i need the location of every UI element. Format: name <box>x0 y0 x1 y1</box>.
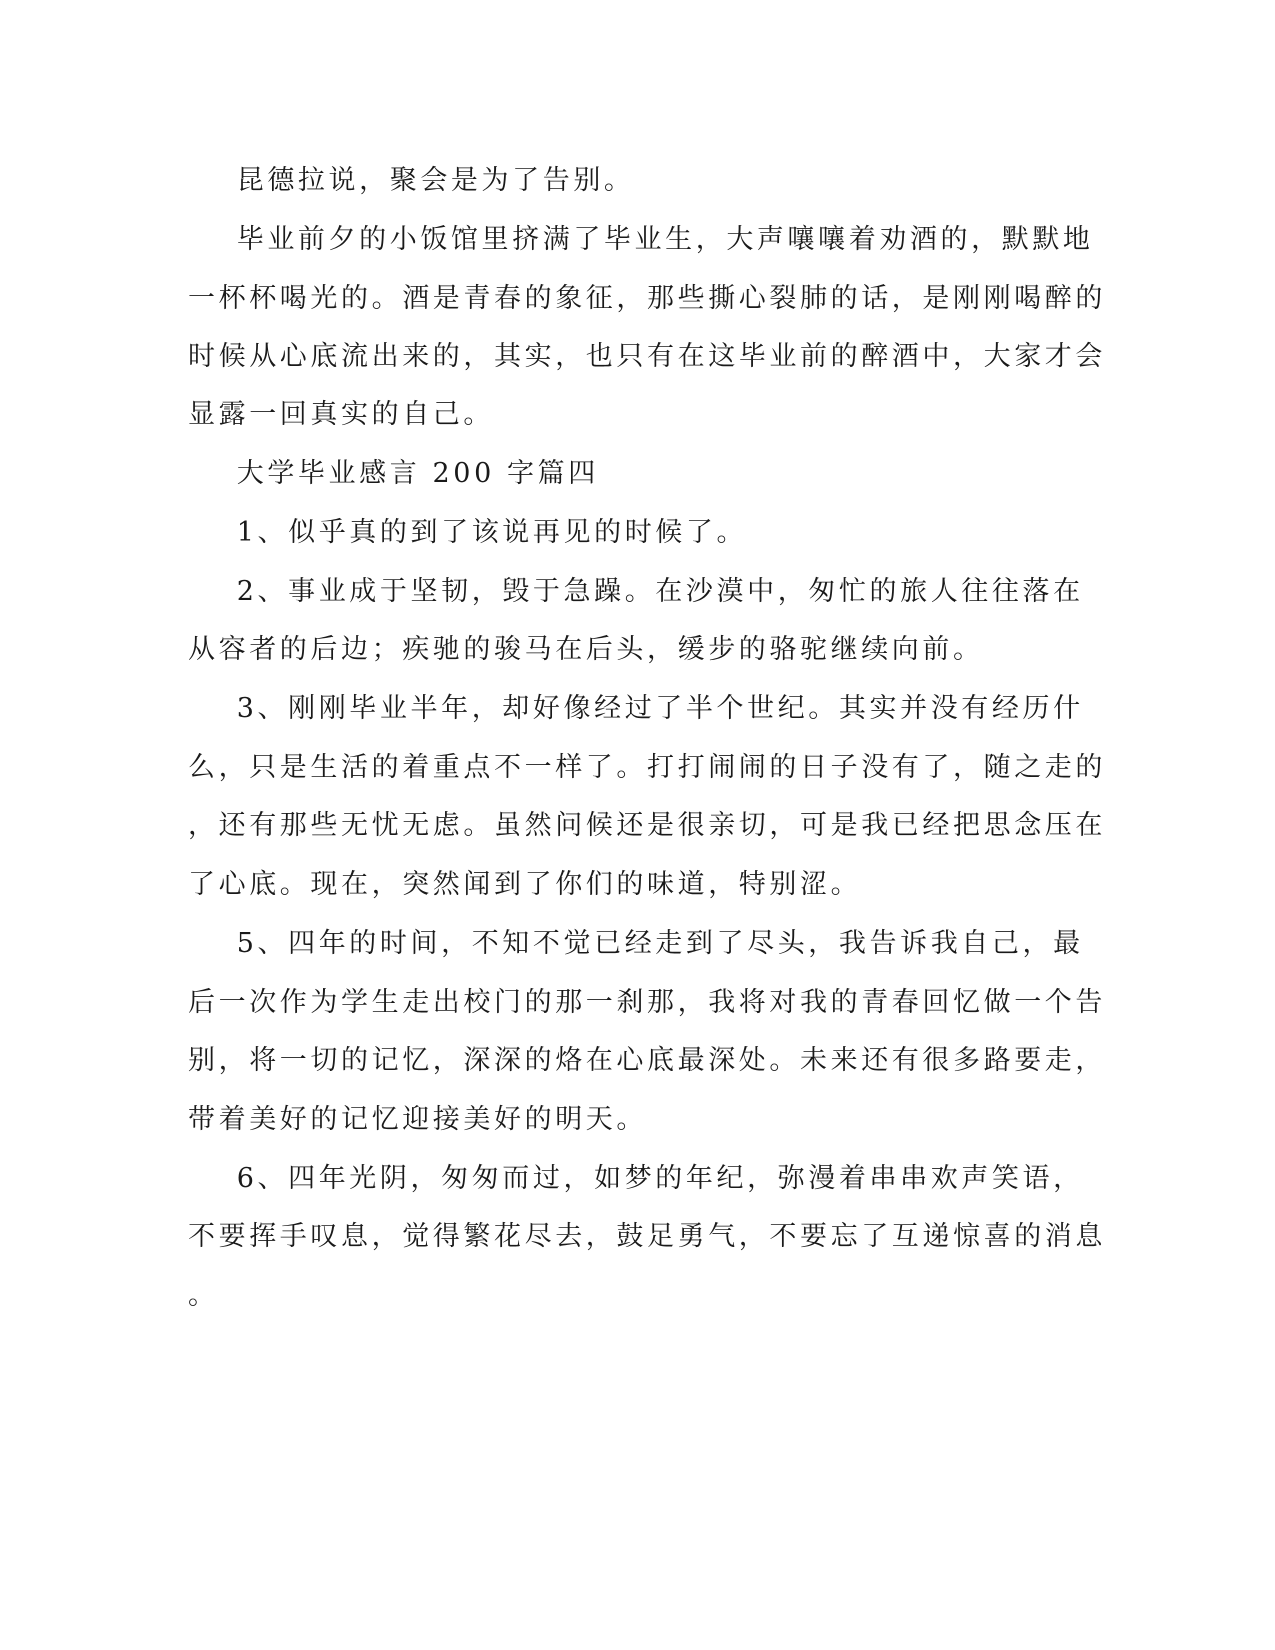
text-line: 别，将一切的记忆，深深的烙在心底最深处。未来还有很多路要走， <box>188 1045 1106 1076</box>
text-line: 6、四年光阴，匆匆而过，如梦的年纪，弥漫着串串欢声笑语， <box>188 1163 1084 1194</box>
text-line: 么，只是生活的着重点不一样了。打打闹闹的日子没有了，随之走的 <box>188 752 1106 783</box>
text-line: 毕业前夕的小饭馆里挤满了毕业生，大声嚷嚷着劝酒的，默默地 <box>188 224 1094 255</box>
text-line: 不要挥手叹息，觉得繁花尽去，鼓足勇气，不要忘了互递惊喜的消息 <box>188 1221 1106 1252</box>
text-line: 。 <box>188 1280 219 1311</box>
text-line: 时候从心底流出来的，其实，也只有在这毕业前的醉酒中，大家才会 <box>188 341 1106 372</box>
text-line: ，还有那些无忧无虑。虽然问候还是很亲切，可是我已经把思念压在 <box>188 810 1106 841</box>
text-line: 5、四年的时间，不知不觉已经走到了尽头，我告诉我自己，最 <box>188 928 1084 959</box>
text-line: 2、事业成于坚韧，毁于急躁。在沙漠中，匆忙的旅人往往落在 <box>188 576 1084 607</box>
text-line: 了心底。现在，突然闻到了你们的味道，特别涩。 <box>188 869 862 900</box>
text-line: 显露一回真实的自己。 <box>188 399 494 430</box>
text-line: 1、似乎真的到了该说再见的时候了。 <box>188 517 748 548</box>
text-line: 从容者的后边；疾驰的骏马在后头，缓步的骆驼继续向前。 <box>188 634 984 665</box>
text-line: 带着美好的记忆迎接美好的明天。 <box>188 1104 647 1135</box>
text-line: 昆德拉说，聚会是为了告别。 <box>188 165 635 196</box>
text-line: 3、刚刚毕业半年，却好像经过了半个世纪。其实并没有经历什 <box>188 693 1084 724</box>
section-heading: 大学毕业感言 200 字篇四 <box>188 458 599 489</box>
text-line: 后一次作为学生走出校门的那一刹那，我将对我的青春回忆做一个告 <box>188 987 1106 1018</box>
text-line: 一杯杯喝光的。酒是青春的象征，那些撕心裂肺的话，是刚刚喝醉的 <box>188 283 1106 314</box>
